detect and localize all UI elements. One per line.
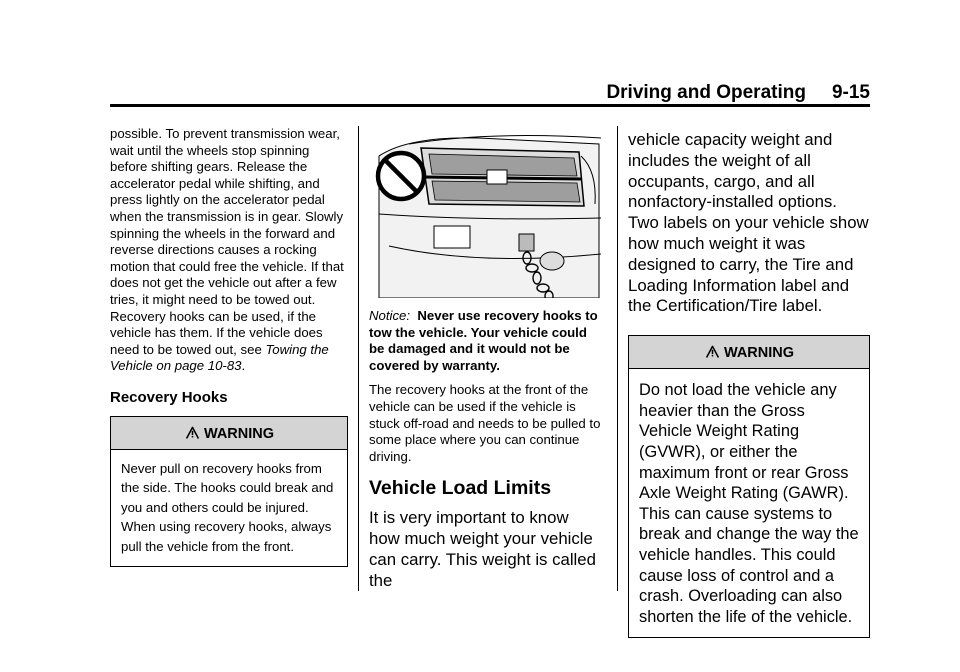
truck-front-illustration [369,126,603,298]
column-middle [369,126,603,592]
page-header [606,82,870,104]
warning-box-recovery-hooks [110,416,348,567]
page-number: 9-15 [831,82,870,103]
intro-text: possible. To prevent transmission wear, wait until the wheels stop spinning before shifting gears. Release the accelerator pedal while shifting, and press lightly on the accelerator pedal when the transmission is in gear. Slowly spinning the wheels in the forward and reverse directions causes a rocking motion that could free the vehicle. If that does not get the vehicle out after a few tries, it might need to be towed out. Recovery hooks can be used, if the vehicle has them. If the vehicle does need to be towed out, see [110,126,344,357]
warning-title: WARNING [203,425,275,442]
warning-triangle-icon [704,343,721,360]
warning-title: WARNING [723,345,795,362]
notice-paragraph [369,308,603,374]
warning-body: Never pull on recovery hooks from the side. The hooks could break and you and others could be injured. When using recovery hooks, always pull the vehicle from the front. [121,460,334,554]
column-divider [617,126,618,591]
capacity-weight-paragraph: vehicle capacity weight and includes the weight of all occupants, cargo, and all nonfactory-installed options. Two labels on your vehicle show how much weight it was designed to carry, the Tire and Loading Information label and the Certification/Tire label. [628,130,869,316]
warning-triangle-icon [184,424,201,441]
recovery-hook-illustration [369,126,603,298]
column-right [628,130,870,638]
warning-box-load [628,335,870,638]
notice-label: Notice: [369,308,411,323]
prohibited-icon [378,153,424,199]
towing-reference-link[interactable]: Towing the Vehicle on page 10-83 [110,341,329,374]
notice-text: Never use recovery hooks to tow the vehicle. Your vehicle could be damaged and it would not be covered by warranty. [369,308,598,373]
header-rule [110,104,870,107]
column-left [110,126,348,567]
column-divider [358,126,359,591]
warning-body: Do not load the vehicle any heavier than the Gross Vehicle Weight Rating (GVWR), or either the maximum front or rear Gross Axle Weight Rating (GAWR). This can cause systems to break and change the way the vehicle handles. This could cause loss of control and a crash. Overloading can also shorten the life of the vehicle. [639,381,859,626]
header-title: Driving and Operating [606,82,806,103]
intro-end: . [241,358,246,374]
recovery-hooks-paragraph: The recovery hooks at the front of the vehicle can be used if the vehicle is stuck off-road and needs to be pulled to some place where you can continue driving. [369,382,601,464]
warning-header [629,336,869,369]
recovery-hooks-heading: Recovery Hooks [110,388,228,406]
load-limits-paragraph: It is very important to know how much weight your vehicle can carry. This weight is called the [369,508,596,590]
vehicle-load-limits-heading: Vehicle Load Limits [369,477,552,500]
intro-paragraph [110,126,348,375]
warning-header [111,417,347,450]
